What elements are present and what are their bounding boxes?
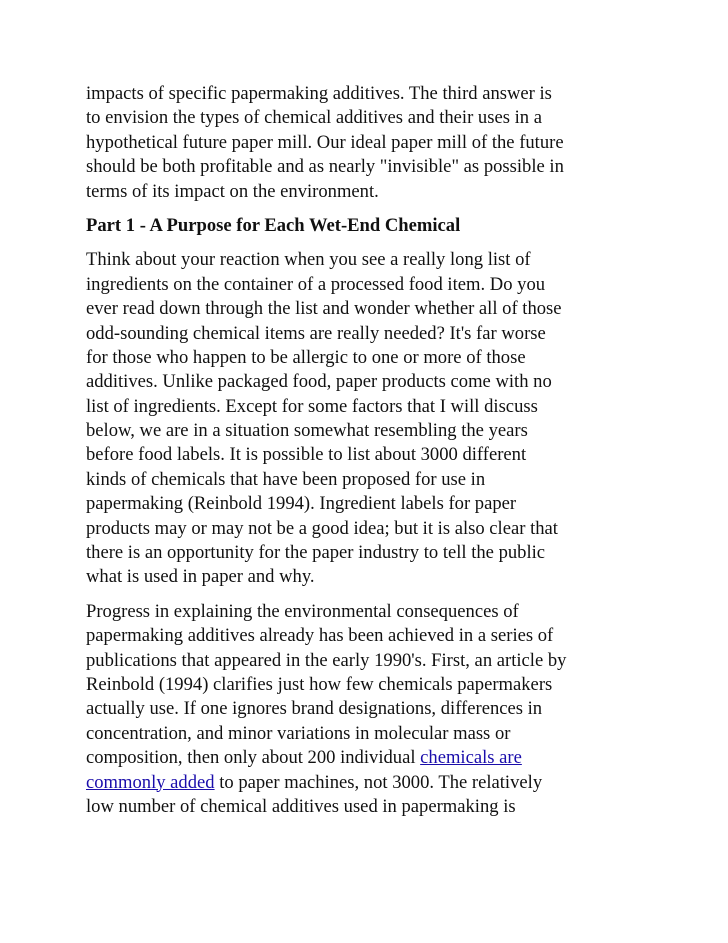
text-line: ingredients on the container of a processed food item. Do you [86, 273, 546, 295]
chemicals-link-part1[interactable]: chemicals are [420, 747, 522, 769]
text-line: actually use. If one ignores brand designations, differences in [86, 698, 543, 720]
text-line: products may or may not be a good idea; but it is also clear that [86, 517, 558, 539]
text-line: publications that appeared in the early 1990's. First, an article by [86, 649, 567, 671]
text-line: papermaking (Reinbold 1994). Ingredient labels for paper [86, 493, 517, 515]
text-line: there is an opportunity for the paper industry to tell the public [86, 542, 546, 564]
text-line: papermaking additives already has been achieved in a series of [86, 625, 554, 647]
text-line: list of ingredients. Except for some factors that I will discuss [86, 395, 538, 417]
text-line: low number of chemical additives used in papermaking is [86, 795, 516, 817]
text-line: terms of its impact on the environment. [86, 180, 379, 202]
text-line-with-link [86, 746, 646, 770]
section-heading [86, 214, 646, 238]
document-page [86, 82, 646, 829]
text-line: ever read down through the list and wonder whether all of those [86, 298, 562, 320]
text-line: should be both profitable and as nearly "invisible" as possible in [86, 156, 564, 178]
heading-text: Part 1 - A Purpose for Each Wet-End Chemical [86, 214, 461, 236]
text-line: what is used in paper and why. [86, 566, 315, 588]
text-line: additives. Unlike packaged food, paper products come with no [86, 371, 552, 393]
paragraph-progress [86, 600, 646, 820]
text-segment: composition, then only about 200 individual [86, 747, 421, 769]
text-line: odd-sounding chemical items are really needed? It's far worse [86, 322, 546, 344]
text-line: to envision the types of chemical additives and their uses in a [86, 107, 542, 129]
text-line: below, we are in a situation somewhat resembling the years [86, 420, 528, 442]
text-line-with-link [86, 771, 646, 795]
text-line: before food labels. It is possible to list about 3000 different [86, 444, 527, 466]
paragraph-ingredients [86, 248, 646, 589]
paragraph-intro [86, 82, 646, 204]
text-line: kinds of chemicals that have been proposed for use in [86, 468, 486, 490]
text-line: Reinbold (1994) clarifies just how few chemicals papermakers [86, 673, 553, 695]
text-segment: to paper machines, not 3000. The relatively [214, 771, 543, 793]
text-line: hypothetical future paper mill. Our ideal paper mill of the future [86, 131, 564, 153]
text-line: Think about your reaction when you see a really long list of [86, 249, 531, 271]
text-line: concentration, and minor variations in molecular mass or [86, 722, 511, 744]
text-line: Progress in explaining the environmental consequences of [86, 600, 519, 622]
chemicals-link-part2[interactable]: commonly added [86, 771, 215, 793]
text-line: for those who happen to be allergic to one or more of those [86, 346, 526, 368]
text-line: impacts of specific papermaking additives. The third answer is [86, 83, 552, 104]
